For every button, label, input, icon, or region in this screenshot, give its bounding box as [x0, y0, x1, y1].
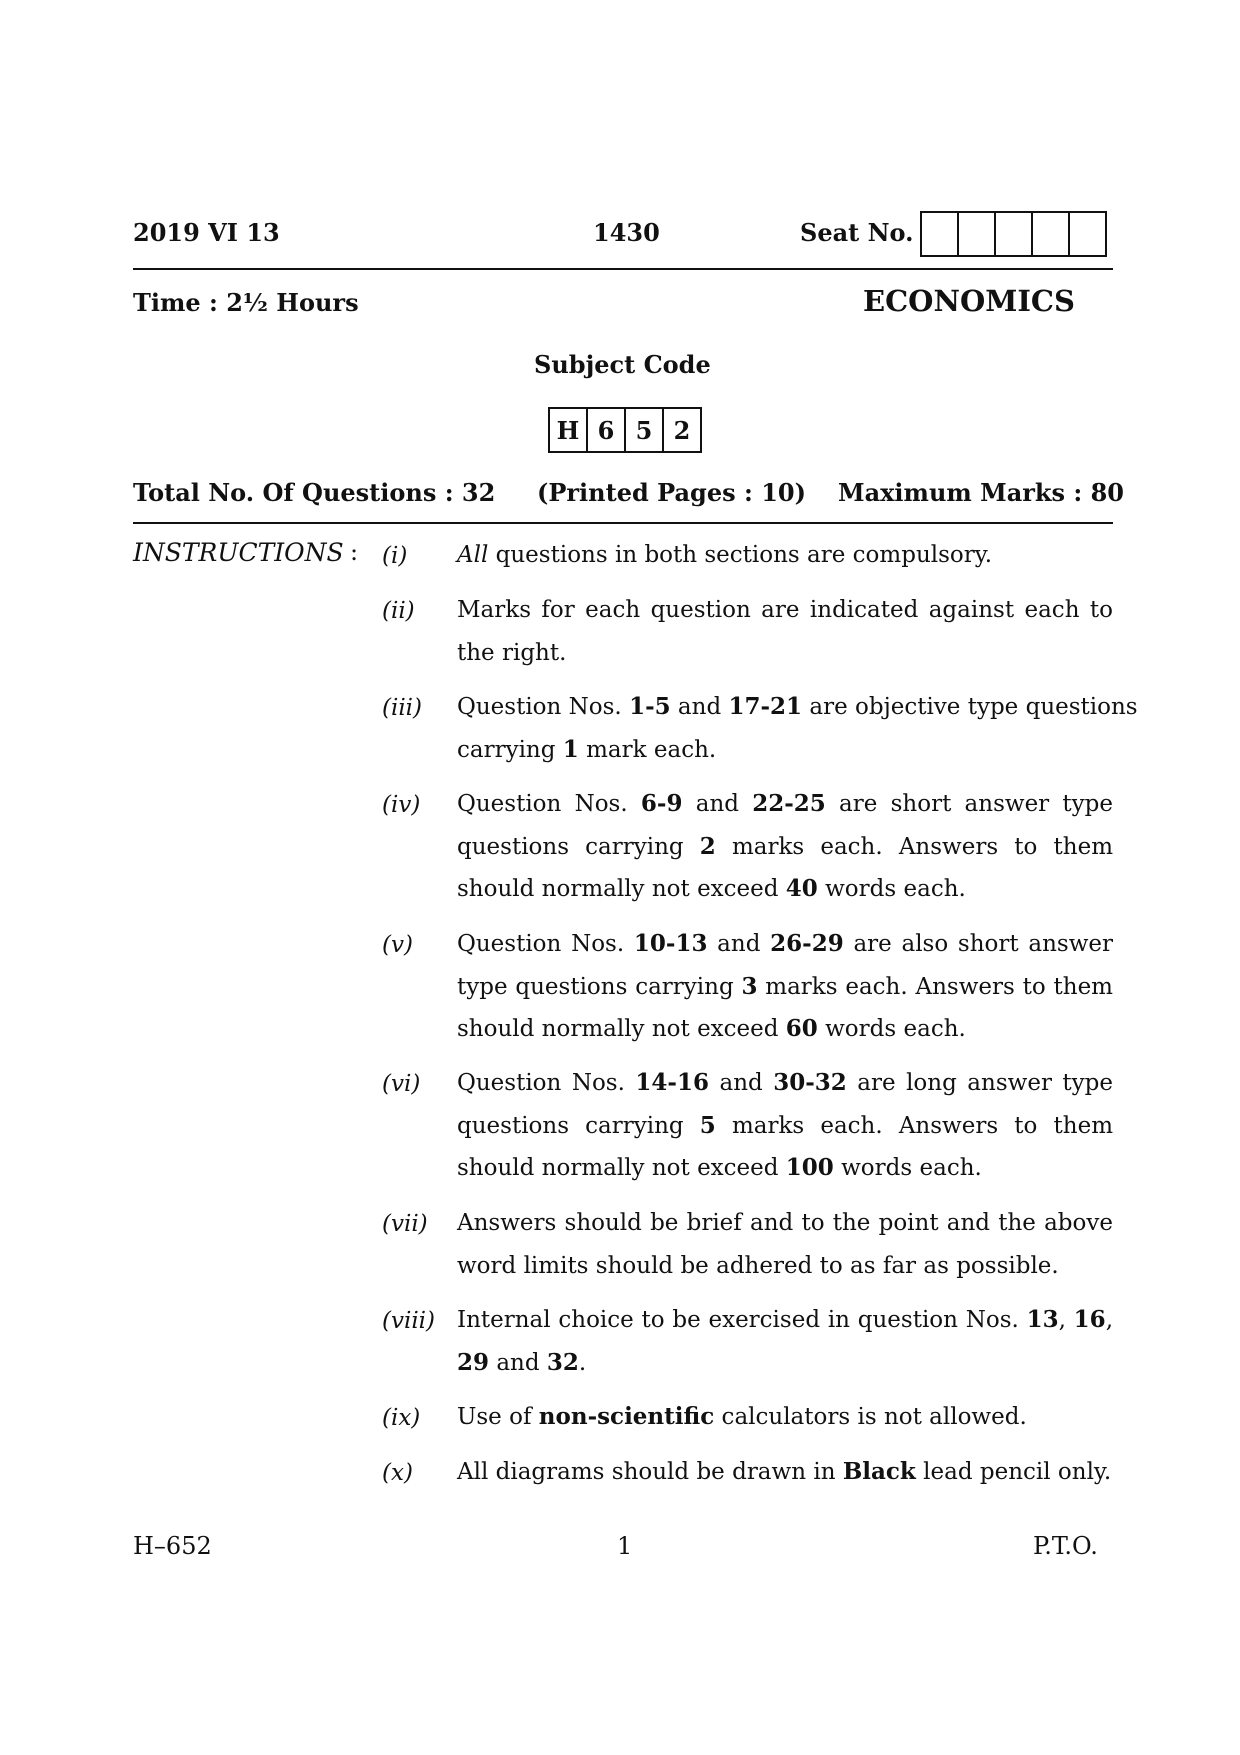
instruction-number: (vi)	[382, 1071, 421, 1097]
text-segment: marks each. Answers to them	[715, 1112, 1114, 1139]
subject-code-char: 5	[624, 409, 662, 451]
instruction-number: (ii)	[382, 598, 415, 624]
text-segment: and	[682, 791, 753, 817]
text-segment: Black	[842, 1458, 916, 1485]
paper-number: 1430	[593, 218, 660, 247]
exam-code: 2019 VI 13	[133, 218, 280, 247]
text-segment: calculators is not allowed.	[714, 1404, 1027, 1430]
text-segment: Use of	[457, 1404, 539, 1430]
text-segment: 14-16	[635, 1069, 709, 1096]
instruction-number: (v)	[382, 932, 413, 958]
text-segment: Question Nos.	[457, 791, 641, 817]
text-segment: are also short answer	[843, 931, 1113, 957]
text-segment: questions carrying	[457, 833, 700, 860]
text-segment: Question Nos.	[457, 931, 634, 957]
instructions-label: INSTRUCTIONS	[133, 538, 344, 567]
text-segment: Internal choice to be exercised in question Nos.	[457, 1307, 1027, 1333]
subject-code-boxes	[548, 407, 702, 453]
time-label: Time : 2½ Hours	[133, 288, 359, 317]
subject-code-char: 2	[662, 409, 700, 451]
text-segment: should normally not exceed	[457, 1155, 786, 1181]
text-line: word limits should be adhered to as far as possible.	[457, 1252, 1059, 1279]
text-segment: ,	[1105, 1307, 1113, 1333]
text-segment: 3	[741, 972, 758, 1000]
text-segment: words each.	[817, 1016, 966, 1042]
text-line: Answers should be brief and to the point and the above	[457, 1210, 1113, 1236]
subject-code-char: H	[556, 415, 580, 445]
maximum-marks: Maximum Marks : 80	[838, 478, 1125, 507]
text-segment: Question Nos.	[457, 694, 630, 720]
text-segment: should normally not exceed	[457, 1016, 786, 1042]
text-segment: All diagrams should be drawn in	[457, 1459, 843, 1485]
instruction-text	[457, 534, 1113, 577]
text-segment: are objective type questions	[802, 694, 1138, 720]
text-line: Marks for each question are indicated against each to	[457, 597, 1113, 623]
text-segment: mark each.	[578, 736, 717, 763]
instruction-text	[457, 783, 1113, 911]
text-segment: 16	[1073, 1306, 1106, 1333]
instruction-number: (i)	[382, 543, 408, 569]
text-segment: 10-13	[633, 930, 708, 957]
text-segment: 60	[785, 1015, 818, 1042]
instruction-text	[457, 686, 1138, 771]
instruction-text	[457, 1062, 1113, 1190]
text-segment: 26-29	[770, 930, 844, 957]
subject-code-label: Subject Code	[534, 350, 711, 379]
text-segment: non-scientific	[538, 1403, 715, 1430]
text-segment: 40	[785, 875, 818, 902]
printed-pages: (Printed Pages : 10)	[537, 478, 806, 507]
text-line: the right.	[457, 639, 567, 666]
text-segment: 1-5	[629, 693, 671, 720]
instruction-number: (iv)	[382, 792, 421, 818]
instruction-number: (ix)	[382, 1405, 421, 1431]
seat-digit-box[interactable]	[1068, 213, 1105, 255]
text-segment: 32	[546, 1348, 579, 1376]
subject-title: ECONOMICS	[863, 284, 1075, 318]
text-segment: Question Nos.	[457, 1070, 636, 1096]
text-segment: and	[707, 931, 771, 957]
text-segment: 100	[785, 1154, 834, 1181]
text-segment: and	[489, 1349, 547, 1376]
please-turn-over: P.T.O.	[1033, 1532, 1098, 1560]
subject-code-char: 6	[586, 409, 624, 451]
instruction-text	[457, 1202, 1113, 1287]
text-segment: ,	[1058, 1307, 1074, 1333]
footer-paper-code: H–652	[133, 1532, 212, 1560]
instruction-number: (vii)	[382, 1211, 428, 1237]
details-rule	[133, 522, 1113, 524]
instruction-text	[457, 1396, 1113, 1439]
text-segment: and	[670, 694, 729, 720]
text-segment: carrying	[457, 736, 563, 763]
instruction-number: (iii)	[382, 695, 423, 721]
page-number: 1	[617, 1532, 633, 1560]
text-segment: lead pencil only.	[915, 1459, 1112, 1485]
instructions-colon: :	[350, 538, 359, 566]
instruction-text	[457, 1451, 1113, 1494]
text-segment: 6-9	[640, 790, 683, 817]
text-segment: and	[708, 1070, 774, 1096]
text-segment: questions carrying	[457, 1112, 700, 1139]
text-segment: 1	[562, 735, 579, 763]
text-segment: are long answer type	[846, 1070, 1113, 1096]
seat-number-boxes[interactable]	[920, 211, 1107, 257]
text-segment: words each.	[833, 1155, 982, 1181]
text-segment: questions in both sections are compulsory.	[488, 542, 993, 568]
text-segment: All	[457, 542, 489, 568]
text-segment: 2	[699, 832, 716, 860]
instruction-text	[457, 1299, 1113, 1384]
text-segment: should normally not exceed	[457, 876, 786, 902]
instruction-text	[457, 923, 1113, 1051]
text-segment: words each.	[817, 876, 966, 902]
seat-label: Seat No.	[800, 218, 914, 247]
instruction-number: (x)	[382, 1460, 413, 1486]
header-rule	[133, 268, 1113, 270]
total-questions: Total No. Of Questions : 32	[133, 478, 496, 507]
instruction-text	[457, 589, 1113, 674]
text-segment: 13	[1026, 1306, 1059, 1333]
text-segment: .	[578, 1349, 587, 1376]
seat-digit-box[interactable]	[994, 213, 1031, 255]
text-segment: 17-21	[728, 693, 803, 720]
instruction-number: (viii)	[382, 1308, 436, 1334]
text-segment: 30-32	[773, 1069, 847, 1096]
text-segment: marks each. Answers to them	[757, 973, 1113, 1000]
text-segment: marks each. Answers to them	[715, 833, 1114, 860]
text-segment: 22-25	[752, 790, 826, 817]
text-segment: 29	[457, 1348, 490, 1376]
seat-digit-box[interactable]	[1031, 213, 1068, 255]
seat-digit-box[interactable]	[957, 213, 994, 255]
text-segment: type questions carrying	[457, 973, 742, 1000]
text-segment: are short answer type	[825, 791, 1113, 817]
seat-digit-box[interactable]	[922, 213, 957, 255]
text-segment: 5	[699, 1111, 716, 1139]
